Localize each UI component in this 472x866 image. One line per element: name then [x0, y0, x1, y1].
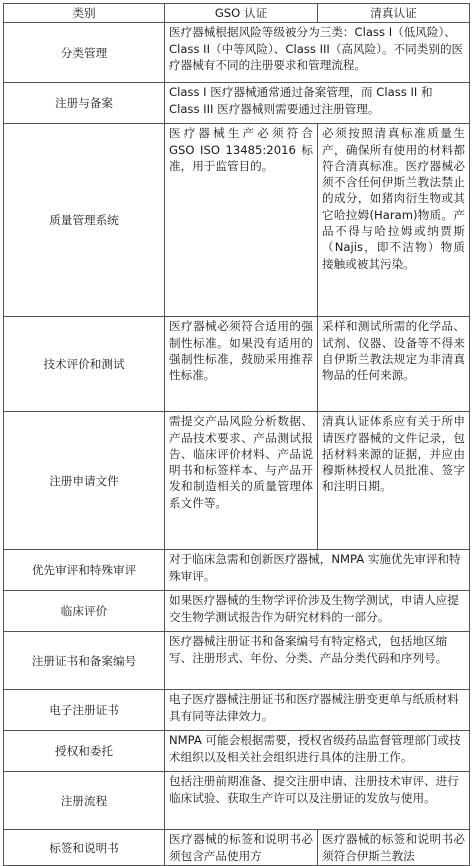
row-category: 注册与备案: [4, 83, 165, 124]
row-gso: 医疗器械生产必须符合 GSO ISO 13485:2016 标准，用于监管目的。: [165, 124, 318, 317]
table-row: [4, 83, 470, 124]
table-row: [4, 550, 470, 591]
row-halal: 医疗器械的标签和说明书必须符合伊斯兰教法: [318, 830, 470, 866]
row-category: 技术评价和测试: [4, 317, 165, 412]
row-text: 医疗器械根据风险等级被分为三类：Class I（低风险）、Class II（中等风险）、Class III（高风险）。不同类别的医疗器械有不同的注册要求和管理流程。: [165, 23, 470, 83]
row-halal: 必须按照清真标准质量生产，确保所有使用的材料都符合清真标准。医疗器械必须不含任何伊斯兰教法禁止的成分，如猪肉衍生物或其它哈拉姆(Haram)物质。产品不得与哈拉姆或纳贾斯（Najis，即不洁物）物质接触或被其污染。: [318, 124, 470, 317]
row-text: 包括注册前期准备、提交注册申请、注册技术审评、进行临床试验、获取生产许可以及注册证的发放与使用。: [165, 772, 470, 830]
row-text: 对于临床急需和创新医疗器械，NMPA 实施优先审评和特殊审评。: [165, 550, 470, 591]
row-text: Class I 医疗器械通常通过备案管理，而 Class II 和 Class III 医疗器械则需要通过注册管理。: [165, 83, 470, 124]
row-category: 优先审评和特殊审评: [4, 550, 165, 591]
table-row: [4, 731, 470, 772]
table-row: [4, 591, 470, 632]
row-text: 医疗器械注册证书和备案编号有特定格式，包括地区缩写、注册形式、年份、分类、产品分类代码和序列号。: [165, 632, 470, 690]
table-row: [4, 412, 470, 550]
row-category: 电子注册证书: [4, 690, 165, 731]
row-text: 电子医疗器械注册证书和医疗器械注册变更单与纸质材料具有同等法律效力。: [165, 690, 470, 731]
table-row: [4, 317, 470, 412]
comparison-table: [3, 3, 470, 866]
table-header-row: [4, 4, 470, 23]
row-category: 注册流程: [4, 772, 165, 830]
row-gso: 需提交产品风险分析数据、产品技术要求、产品测试报告、临床评价材料、产品说明书和标签样本、与产品开发和制造相关的质量管理体系文件等。: [165, 412, 318, 550]
row-gso: 医疗器械的标签和说明书必须包含产品使用方: [165, 830, 318, 866]
row-category: 临床评价: [4, 591, 165, 632]
row-category: 分类管理: [4, 23, 165, 83]
table-row: [4, 632, 470, 690]
row-halal: 采样和测试所需的化学品、试剂、仪器、设备等不得来自伊斯兰教法规定为非清真物品的任何来源。: [318, 317, 470, 412]
header-gso: GSO 认证: [165, 4, 318, 23]
row-category: 标签和说明书: [4, 830, 165, 866]
row-category: 注册证书和备案编号: [4, 632, 165, 690]
row-category: 质量管理系统: [4, 124, 165, 317]
row-halal: 清真认证体系应有关于所申请医疗器械的文件记录，包括材料来源的证据，并应由穆斯林授权人员批准、签字和注明日期。: [318, 412, 470, 550]
row-text: NMPA 可能会根据需要，授权省级药品监督管理部门或技术组织以及相关社会组织进行具体的注册工作。: [165, 731, 470, 772]
table-row: [4, 124, 470, 317]
row-category: 授权和委托: [4, 731, 165, 772]
header-category: 类别: [4, 4, 165, 23]
table-row: [4, 690, 470, 731]
table-row: [4, 830, 470, 866]
row-gso: 医疗器械必须符合适用的强制性标准。如果没有适用的强制性标准，鼓励采用推荐性标准。: [165, 317, 318, 412]
row-text: 如果医疗器械的生物学评价涉及生物学测试，申请人应提交生物学测试报告作为研究材料的一部分。: [165, 591, 470, 632]
row-category: 注册申请文件: [4, 412, 165, 550]
table-row: [4, 772, 470, 830]
table-row: [4, 23, 470, 83]
header-halal: 清真认证: [318, 4, 470, 23]
